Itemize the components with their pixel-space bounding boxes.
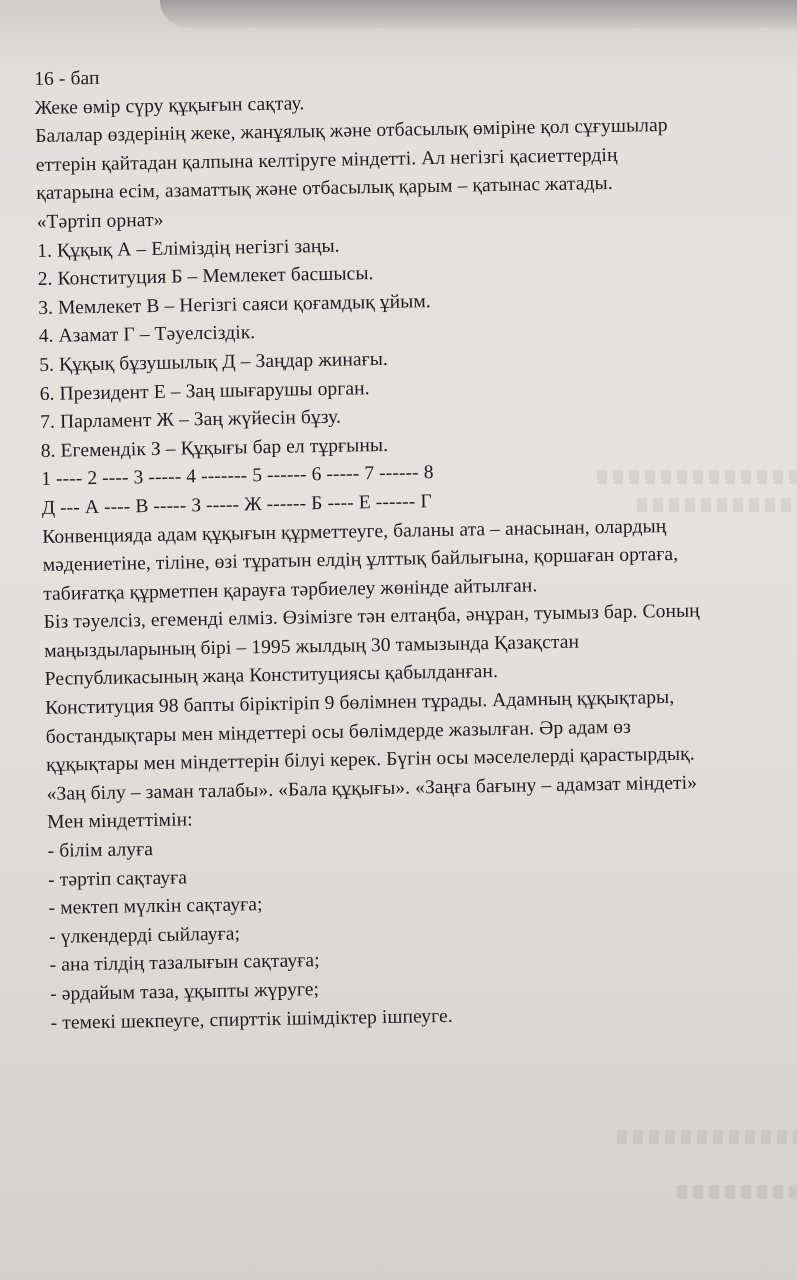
paragraph-line: құқықтары мен міндеттерін білуі керек. Бүгін осы мәселелерді қарастырдық. — [46, 743, 695, 777]
task-item: 7. Парламент Ж – Заң жүйесін бұзу. — [40, 406, 342, 434]
duty-item: - үлкендерді сыйлауға; — [49, 923, 241, 948]
convention-paragraph — [42, 510, 797, 609]
task-item: 3. Мемлекет В – Негізгі саяси қоғамдық ұйым. — [38, 290, 431, 319]
paragraph-line: Конституция 98 бапты біріктіріп 9 бөлімнен тұрады. Адамның құқықтары, — [45, 686, 675, 719]
duty-item: - темекі шекпеуге, спирттік ішімдіктер ішпеуге. — [50, 1005, 453, 1034]
intro-paragraph — [35, 110, 796, 209]
answer-numbers-row: 1 ---- 2 ---- 3 ----- 4 ------- 5 ------ 6 ----- 7 ------ 8 — [41, 462, 434, 491]
intro-line: қатарына есім, азаматтық және отбасылық қарым – қатынас жатады. — [36, 173, 613, 205]
duty-item: - ана тілдің тазалығын сақтауға; — [49, 950, 320, 977]
intro-line: еттерін қайтадан қалпына келтіруге міндетті. Ал негізгі қасиеттердің — [35, 144, 618, 176]
task-item: 5. Құқық бұзушылық Д – Заңдар жинағы. — [39, 348, 389, 376]
paragraph-line: мәдениетіне, тіліне, өзі тұратын елдің ұлттық байлығына, қоршаған ортаға, — [42, 543, 679, 577]
paragraph-line: Конвенцияда адам құқығын құрметтеуге, баланы ата – анасынан, олардың — [42, 515, 667, 548]
document-body — [34, 53, 797, 1038]
section-title: Жеке өмір сүру құқығын сақтау. — [34, 92, 305, 119]
task-item: 6. Президент Е – Заң шығарушы орган. — [39, 377, 370, 405]
duty-item: - білім алуға — [47, 839, 154, 862]
task-item: 2. Конституция Б – Мемлекет басшысы. — [37, 263, 374, 291]
paragraph-line: табиғатқа құрметпен қарауға тәрбиелеу жөнінде айтылған. — [43, 574, 538, 605]
duty-item: - тәртіп сақтауға — [48, 867, 188, 891]
task-item: 8. Егемендік З – Құқығы бар ел тұрғыны. — [40, 434, 389, 462]
paragraph-line: Республикасының жаңа Конституциясы қабылданған. — [44, 661, 499, 691]
paragraph-line: Біз тәуелсіз, егеменді елміз. Өзімізге тән елтаңба, әнұран, туымыз бар. Соның — [43, 600, 700, 634]
duty-item: - мектеп мүлкін сақтауға; — [48, 894, 263, 920]
answer-letters-row: Д --- А ---- В ----- З ----- Ж ------ Б ---- Е ------ Г — [41, 491, 432, 519]
paragraph-line: «Заң білу – заман талабы». «Бала құқығы». «Заңға бағыну – адамзат міндеті» — [46, 772, 698, 805]
chapter-heading: 16 - бап — [34, 67, 100, 90]
independence-paragraph — [43, 596, 797, 695]
constitution-paragraph — [45, 682, 797, 810]
duties-list — [47, 825, 797, 1038]
duty-item: - әрдайым таза, ұқыпты жүруге; — [50, 979, 320, 1005]
task-item: 4. Азамат Г – Тәуелсіздік. — [38, 322, 256, 348]
intro-line: Балалар өздерінің жеке, жанұялық және отбасылық өміріне қол сұғушылар — [35, 115, 668, 148]
task-title: «Тәртіп орнат» — [36, 209, 164, 233]
duties-title: Мен міндеттімін: — [47, 809, 193, 834]
paragraph-line: бостандықтары мен міндеттері осы бөлімдерде жазылған. Әр адам өз — [45, 716, 631, 748]
task-list — [37, 224, 797, 466]
task-item: 1. Құқық А – Еліміздің негізгі заңы. — [37, 235, 340, 262]
paragraph-line: маңыздыларының бірі – 1995 жылдың 30 тамызында Қазақстан — [44, 631, 580, 662]
